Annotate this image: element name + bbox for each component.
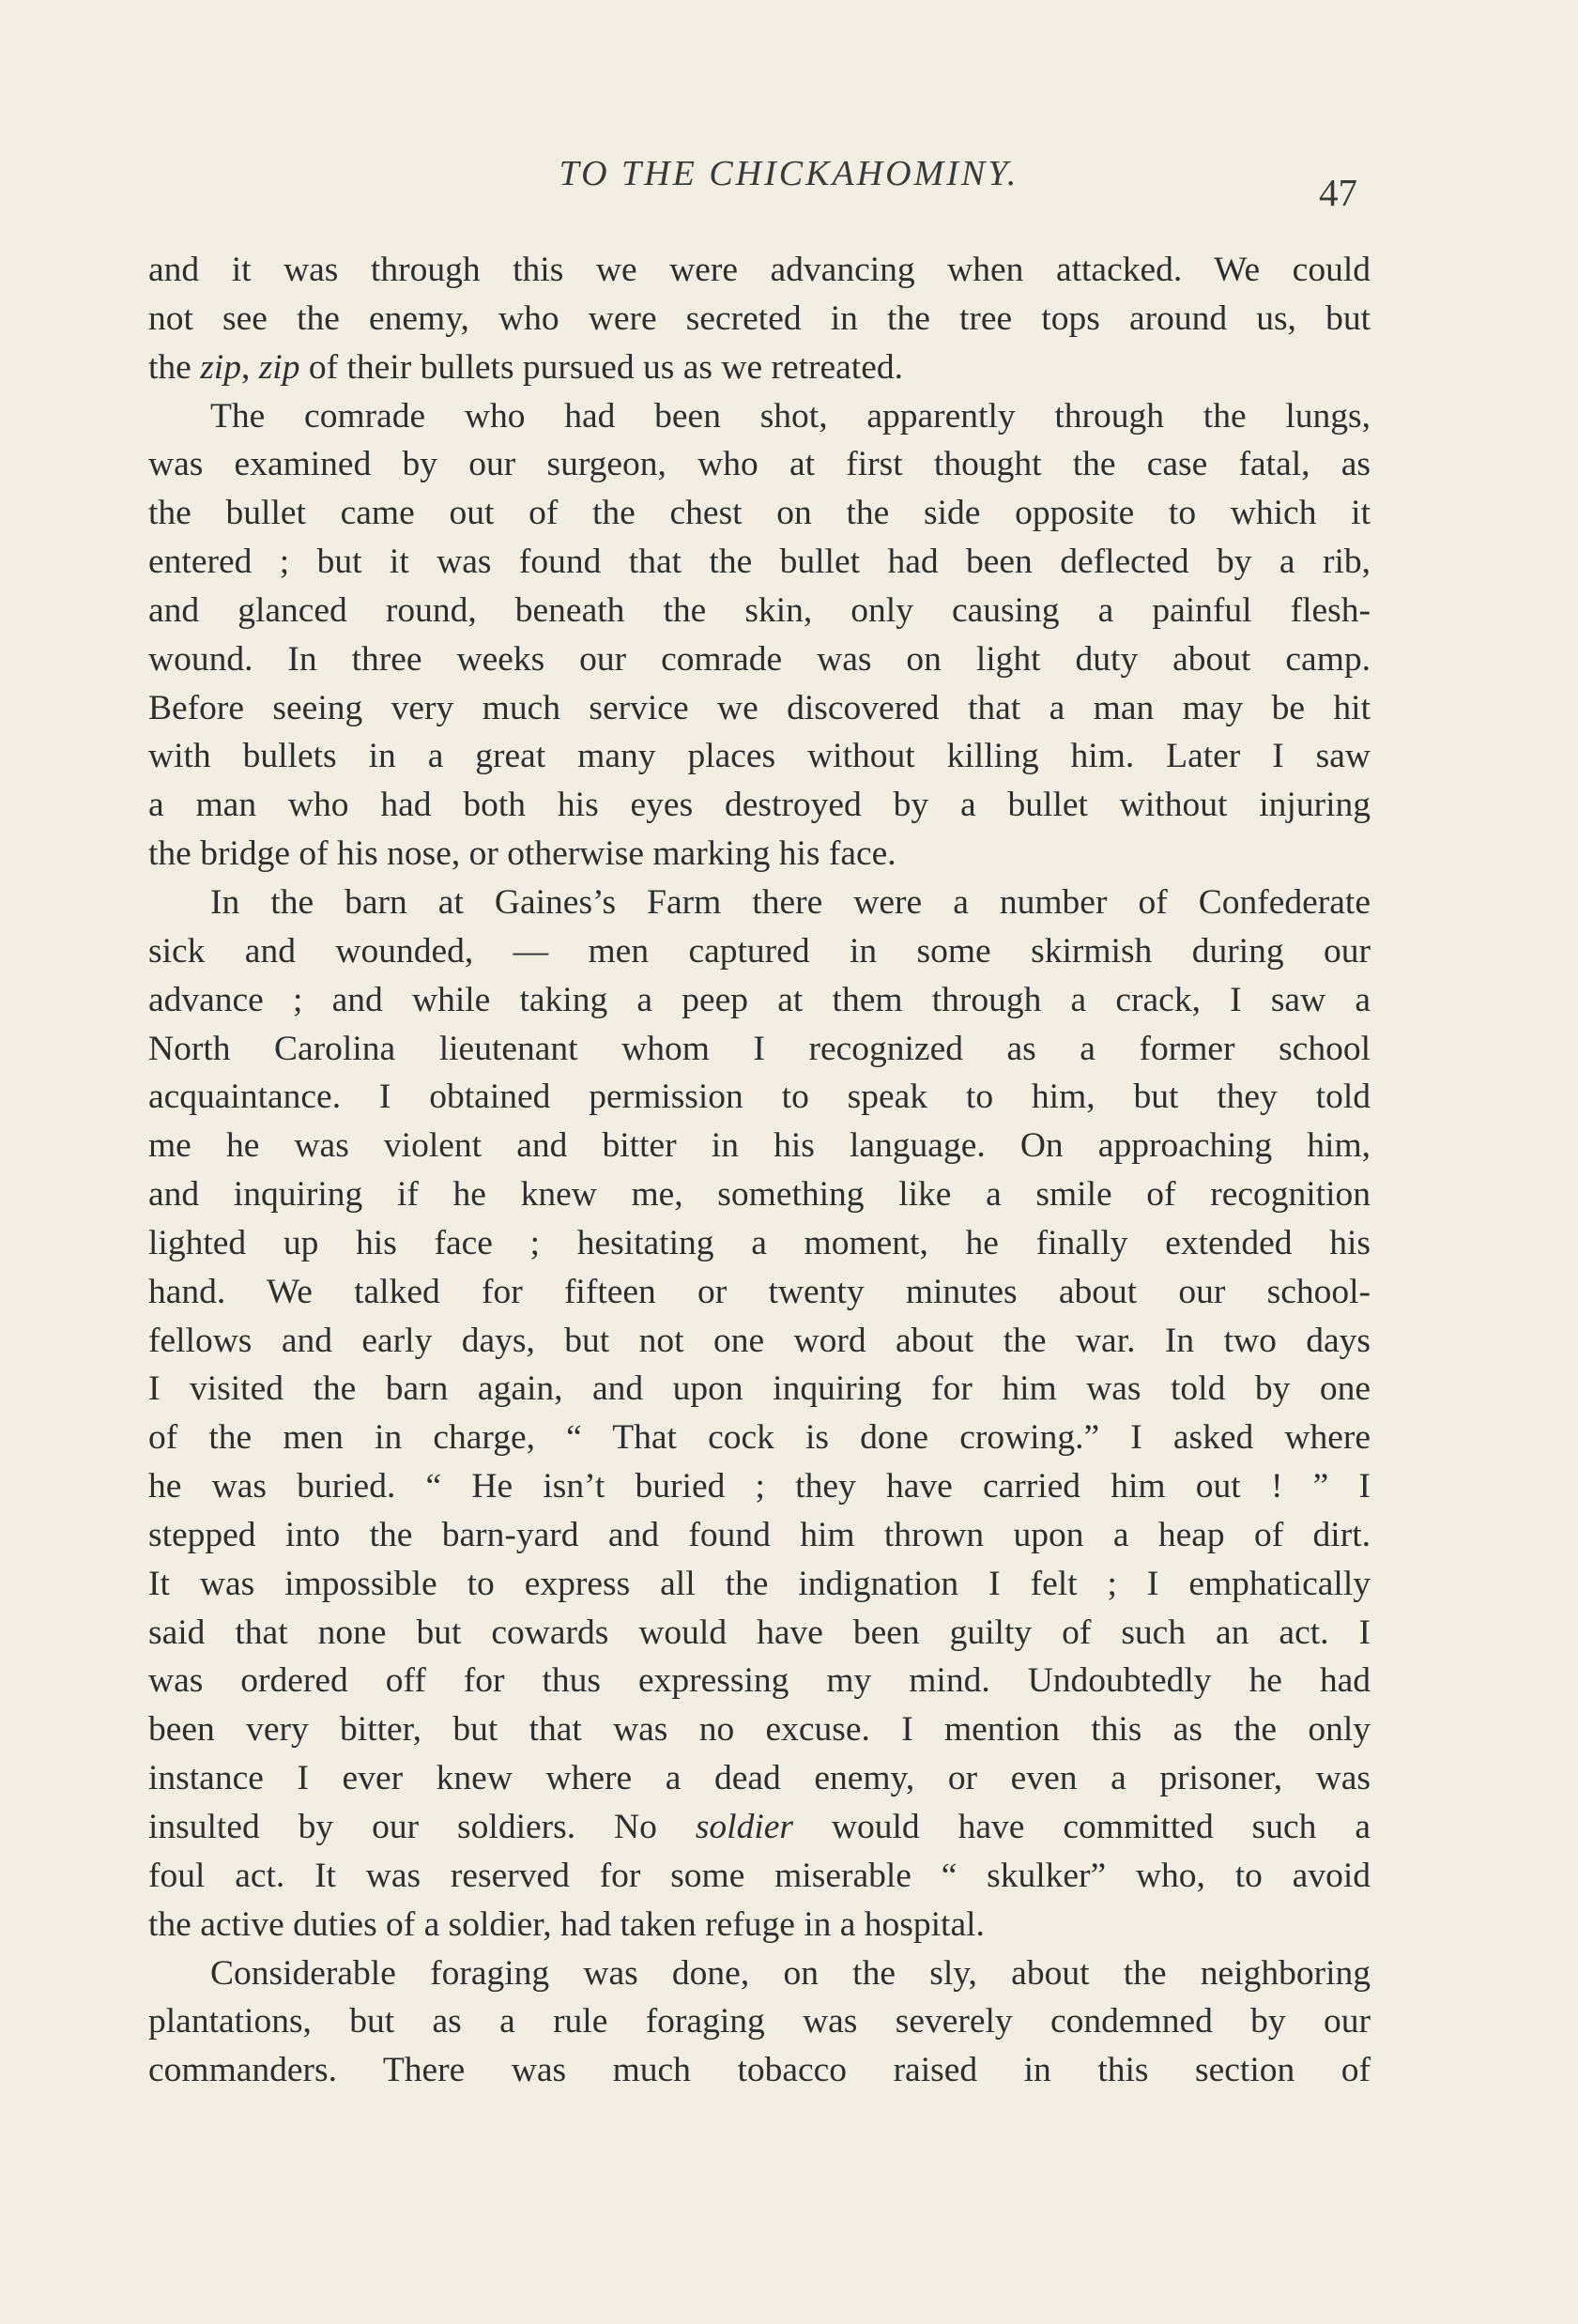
text-line: It was impossible to express all the indignation I felt ; I emphatically	[148, 1564, 1371, 1603]
text-line: sick and wounded, — men captured in some skirmish during our	[148, 931, 1371, 971]
text-line: the active duties of a soldier, had taken refuge in a hospital.	[148, 1904, 985, 1944]
text-line: advance ; and while taking a peep at them through a crack, I saw a	[148, 980, 1371, 1019]
text-line: with bullets in a great many places without killing him. Later I saw	[148, 737, 1371, 776]
text-line: North Carolina lieutenant whom I recognized as a former school	[148, 1029, 1371, 1068]
italic-word: zip	[200, 347, 241, 387]
text-line: Before seeing very much service we discovered that a man may be hit	[148, 688, 1371, 727]
text-line: and glanced round, beneath the skin, only causing a painful flesh-	[148, 590, 1371, 630]
body-text	[148, 246, 1371, 2095]
italic-word: soldier	[695, 1808, 793, 1846]
text-line: stepped into the barn-yard and found him thrown upon a heap of dirt.	[148, 1515, 1371, 1554]
text-line: acquaintance. I obtained permission to speak to him, but they told	[148, 1078, 1371, 1117]
text-line: the bullet came out of the chest on the side opposite to which it	[148, 494, 1371, 533]
text-line: a man who had both his eyes destroyed by a bullet without injuring	[148, 786, 1371, 825]
page-number: 47	[1319, 171, 1357, 214]
text-line: foul act. It was reserved for some miserable “ skulker” who, to avoid	[148, 1856, 1371, 1895]
text-line: entered ; but it was found that the bullet had been deflected by a rib,	[148, 543, 1371, 582]
text-line: was ordered off for thus expressing my mind. Undoubtedly he had	[148, 1661, 1371, 1701]
text-line: been very bitter, but that was no excuse. I mention this as the only	[148, 1710, 1371, 1750]
text-line: the zip, zip of their bullets pursued us as we retreated.	[148, 347, 903, 387]
paragraph-first-line: In the barn at Gaines’s Farm there were a number of Confederate	[210, 882, 1371, 922]
paragraph-first-line: The comrade who had been shot, apparently through the lungs,	[210, 396, 1371, 436]
text-line: not see the enemy, who were secreted in the tree tops around us, but	[148, 298, 1371, 338]
text-line: and it was through this we were advancing when attacked. We could	[148, 251, 1371, 289]
text-line: I visited the barn again, and upon inquiring for him was told by one	[148, 1369, 1371, 1409]
text-line: and inquiring if he knew me, something like a smile of recognition	[148, 1175, 1371, 1215]
text-line: instance I ever knew where a dead enemy, or even a prisoner, was	[148, 1759, 1371, 1798]
text-line: plantations, but as a rule foraging was severely condemned by our	[148, 2002, 1371, 2041]
text-line: hand. We talked for fifteen or twenty minutes about our school-	[148, 1272, 1371, 1311]
text-line: me he was violent and bitter in his language. On approaching him,	[148, 1126, 1371, 1166]
text-line: of the men in charge, “ That cock is done crowing.” I asked where	[148, 1418, 1371, 1458]
text-line: said that none but cowards would have been guilty of such an act. I	[148, 1613, 1371, 1652]
running-head-title: TO THE CHICKAHOMINY.	[559, 154, 1019, 193]
text-line: insulted by our soldiers. No soldier would have committed such a	[148, 1808, 1371, 1846]
text-line: the bridge of his nose, or otherwise marking his face.	[148, 834, 896, 874]
italic-word: zip	[258, 347, 300, 387]
text-line: commanders. There was much tobacco raised in this section of	[148, 2051, 1371, 2090]
text-line: he was buried. “ He isn’t buried ; they have carried him out ! ” I	[148, 1467, 1371, 1506]
paragraph-first-line: Considerable foraging was done, on the sly, about the neighboring	[210, 1953, 1371, 1993]
text-line: fellows and early days, but not one word about the war. In two days	[148, 1321, 1371, 1360]
text-line: wound. In three weeks our comrade was on light duty about camp.	[148, 639, 1371, 679]
text-line: was examined by our surgeon, who at first thought the case fatal, as	[148, 445, 1371, 484]
text-line: lighted up his face ; hesitating a moment, he finally extended his	[148, 1223, 1371, 1262]
